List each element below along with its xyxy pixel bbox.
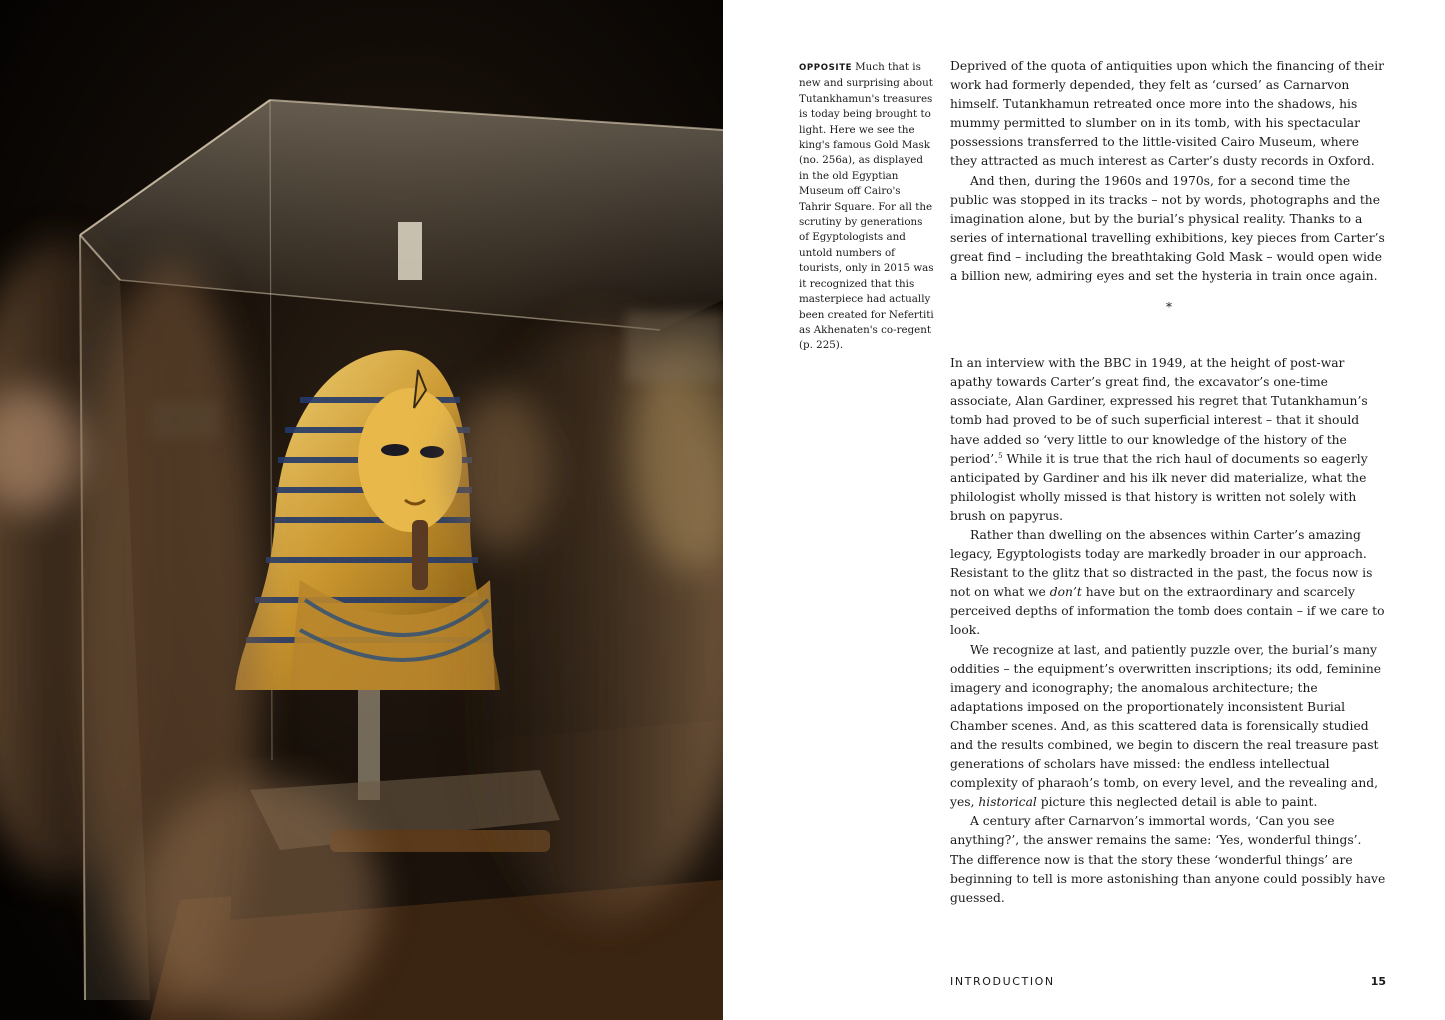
paragraph-3-text-b: While it is true that the rich haul of documents so eagerly anticipated by Gardiner and his ilk never did materialize, what the philologist wholly missed is that history is written not solely with brush on papyrus. xyxy=(950,451,1368,523)
caption-text: Much that is new and surprising about Tutankhamun's treasures is today being brought to light. Here we see the king's famous Gold Mask (no. 256a), as displayed in the old Egyptian Museum off Cairo's Tahrir Square. For all the scrutiny by generations of Egyptologists and untold numbers of tourists, only in 2015 was it recognized that this masterpiece had actually been created for Nefertiti as Akhenaten's co-regent (p. 225). xyxy=(799,61,934,352)
main-text xyxy=(950,57,1388,908)
paragraph-4-emphasis: don’t xyxy=(1049,585,1082,600)
running-footer-section: INTRODUCTION xyxy=(950,975,1055,988)
paragraph-6: A century after Carnarvon’s immortal words, ‘Can you see anything?’, the answer remains the same: ‘Yes, wonderful things’. The difference now is that the story these ‘wonderful things’ are beginning to tell is more astonishing than anyone could possibly have guessed. xyxy=(950,814,1386,905)
paragraph-5-text-b: picture this neglected detail is able to paint. xyxy=(1036,795,1318,810)
paragraph-5 xyxy=(950,641,1388,813)
paragraph-1: Deprived of the quota of antiquities upon which the financing of their work had formerly depended, they felt as ‘cursed’ as Carnarvon himself. Tutankhamun retreated once more into the shadows, his mummy permitted to slumber on in its tomb, with his spectacular possessions transferred to the little-visited Cairo Museum, where they attracted as much interest as Carter’s dusty records in Oxford. xyxy=(950,59,1385,169)
paragraph-5-emphasis: historical xyxy=(978,795,1037,810)
paragraph-2: And then, during the 1960s and 1970s, for a second time the public was stopped in its tracks – not by words, photographs and the imagination alone, but by the burial’s physical reality. Thanks to a series of international travelling exhibitions, key pieces from Carter’s great find – including the breathtaking Gold Mask – would open wide a billion new, admiring eyes and set the hysteria in train once again. xyxy=(950,173,1385,284)
caption-lead: OPPOSITE xyxy=(799,63,853,73)
section-separator: * xyxy=(1166,300,1172,315)
paragraph-5-text-a: We recognize at last, and patiently puzzle over, the burial’s many oddities – the equipment’s overwritten inscriptions; its odd, feminine imagery and iconography; the anomalous architecture; the adaptations imposed on the proportionately inconsistent Burial Chamber scenes. And, as this scattered data is forensically studied and the results combined, we begin to discern the real treasure past generations of scholars have missed: the endless intellectual complexity of pharaoh’s tomb, on every level, and the revealing and, yes, xyxy=(950,642,1382,810)
paragraph-3-text-a: In an interview with the BBC in 1949, at the height of post-war apathy towards Carter’s great find, the excavator’s one-time associate, Alan Gardiner, expressed his regret that Tutankhamun’s tomb had proved to be of such superficial interest – that it should have added so ‘very little to our knowledge of the history of the period’. xyxy=(950,356,1368,466)
page-number: 15 xyxy=(1370,975,1386,988)
paragraph-3 xyxy=(950,354,1388,526)
photo-caption xyxy=(799,60,934,354)
footnote-ref: 5 xyxy=(998,451,1003,460)
paragraph-4-text-a: Rather than dwelling on the absences within Carter’s amazing legacy, Egyptologists today are markedly broader in our approach. Resistant to the glitz that so distracted in the past, the focus now is not on what we xyxy=(950,527,1373,600)
paragraph-4-text-b: have but on the extraordinary and scarcely perceived depths of information the tomb does contain – if we care to look. xyxy=(950,585,1385,638)
paragraph-4 xyxy=(950,526,1388,641)
